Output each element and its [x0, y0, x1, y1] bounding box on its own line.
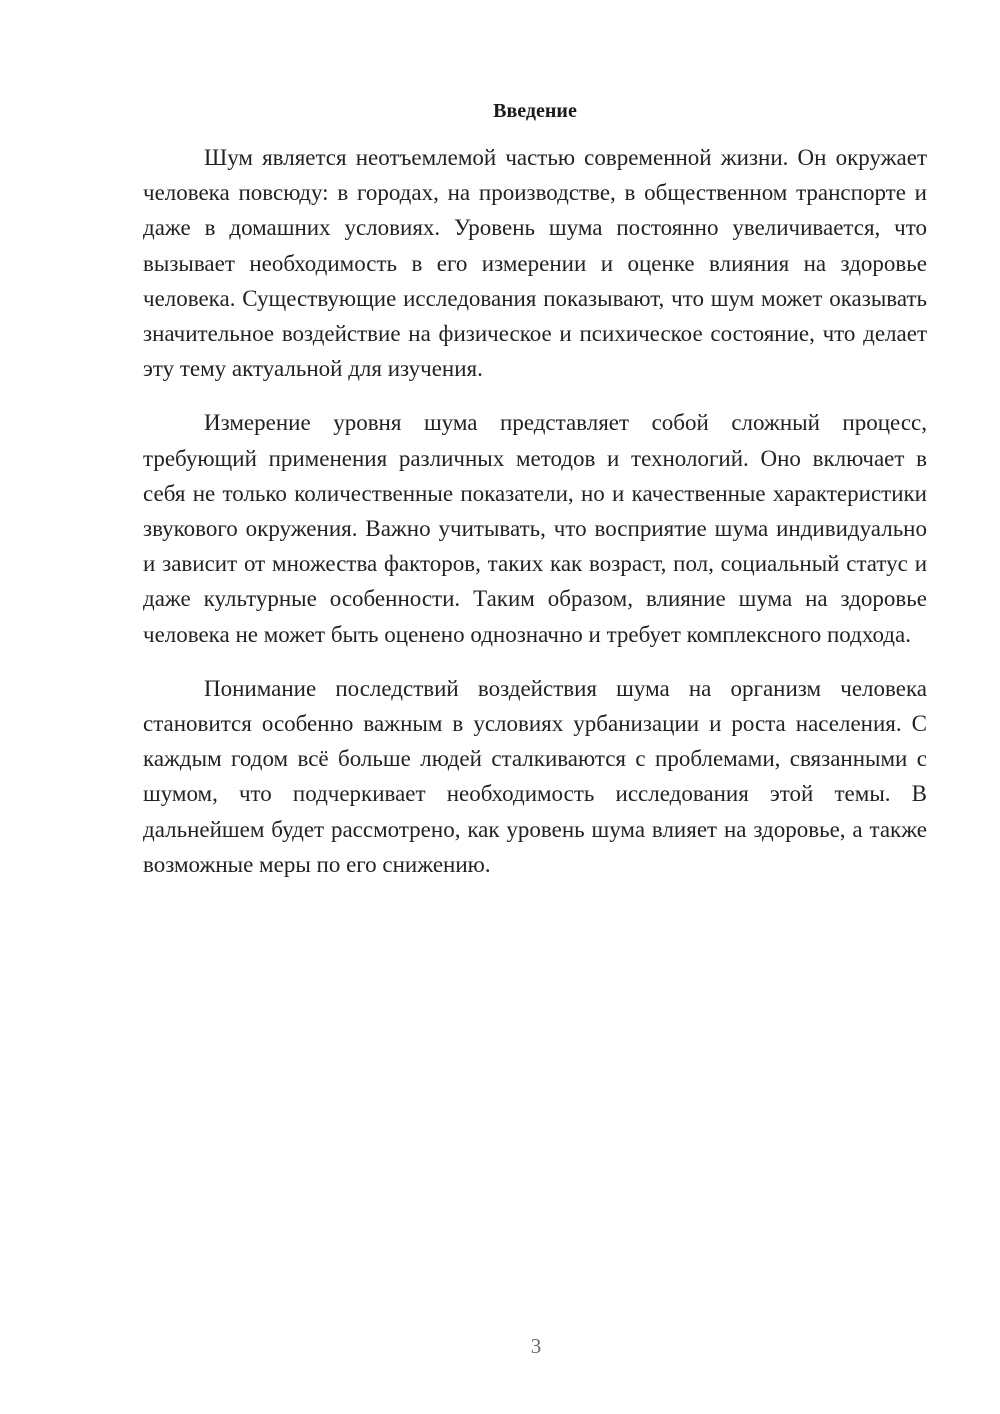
paragraph-2: Измерение уровня шума представляет собой сложный процесс, требующий применения различных методов и технологий. Оно включает в себя не только количественные показатели, но и качественные характеристики звукового окружения. Важно учитывать, что восприятие шума индивидуально и зависит от множества факторов, таких как возраст, пол, социальный статус и даже культурные особенности. Таким образом, влияние шума на здоровье человека не может быть оценено однозначно и требует комплексного подхода.: [143, 410, 927, 647]
page-number: 3: [530, 1334, 542, 1358]
section-title: Введение: [493, 100, 577, 122]
page-content: [143, 94, 927, 901]
paragraph-1: Шум является неотъемлемой частью современной жизни. Он окружает человека повсюду: в городах, на производстве, в общественном транспорте и даже в домашних условиях. Уровень шума постоянно увеличивается, что вызывает необходимость в его измерении и оценке влияния на здоровье человека. Существующие исследования показывают, что шум может оказывать значительное воздействие на физическое и психическое состояние, что делает эту тему актуальной для изучения.: [143, 145, 927, 382]
paragraph-3: Понимание последствий воздействия шума на организм человека становится особенно важным в условиях урбанизации и роста населения. С каждым годом всё больше людей сталкиваются с проблемами, связанными с шумом, что подчеркивает необходимость исследования этой темы. В дальнейшем будет рассмотрено, как уровень шума влияет на здоровье, а также возможные меры по его снижению.: [143, 675, 927, 877]
